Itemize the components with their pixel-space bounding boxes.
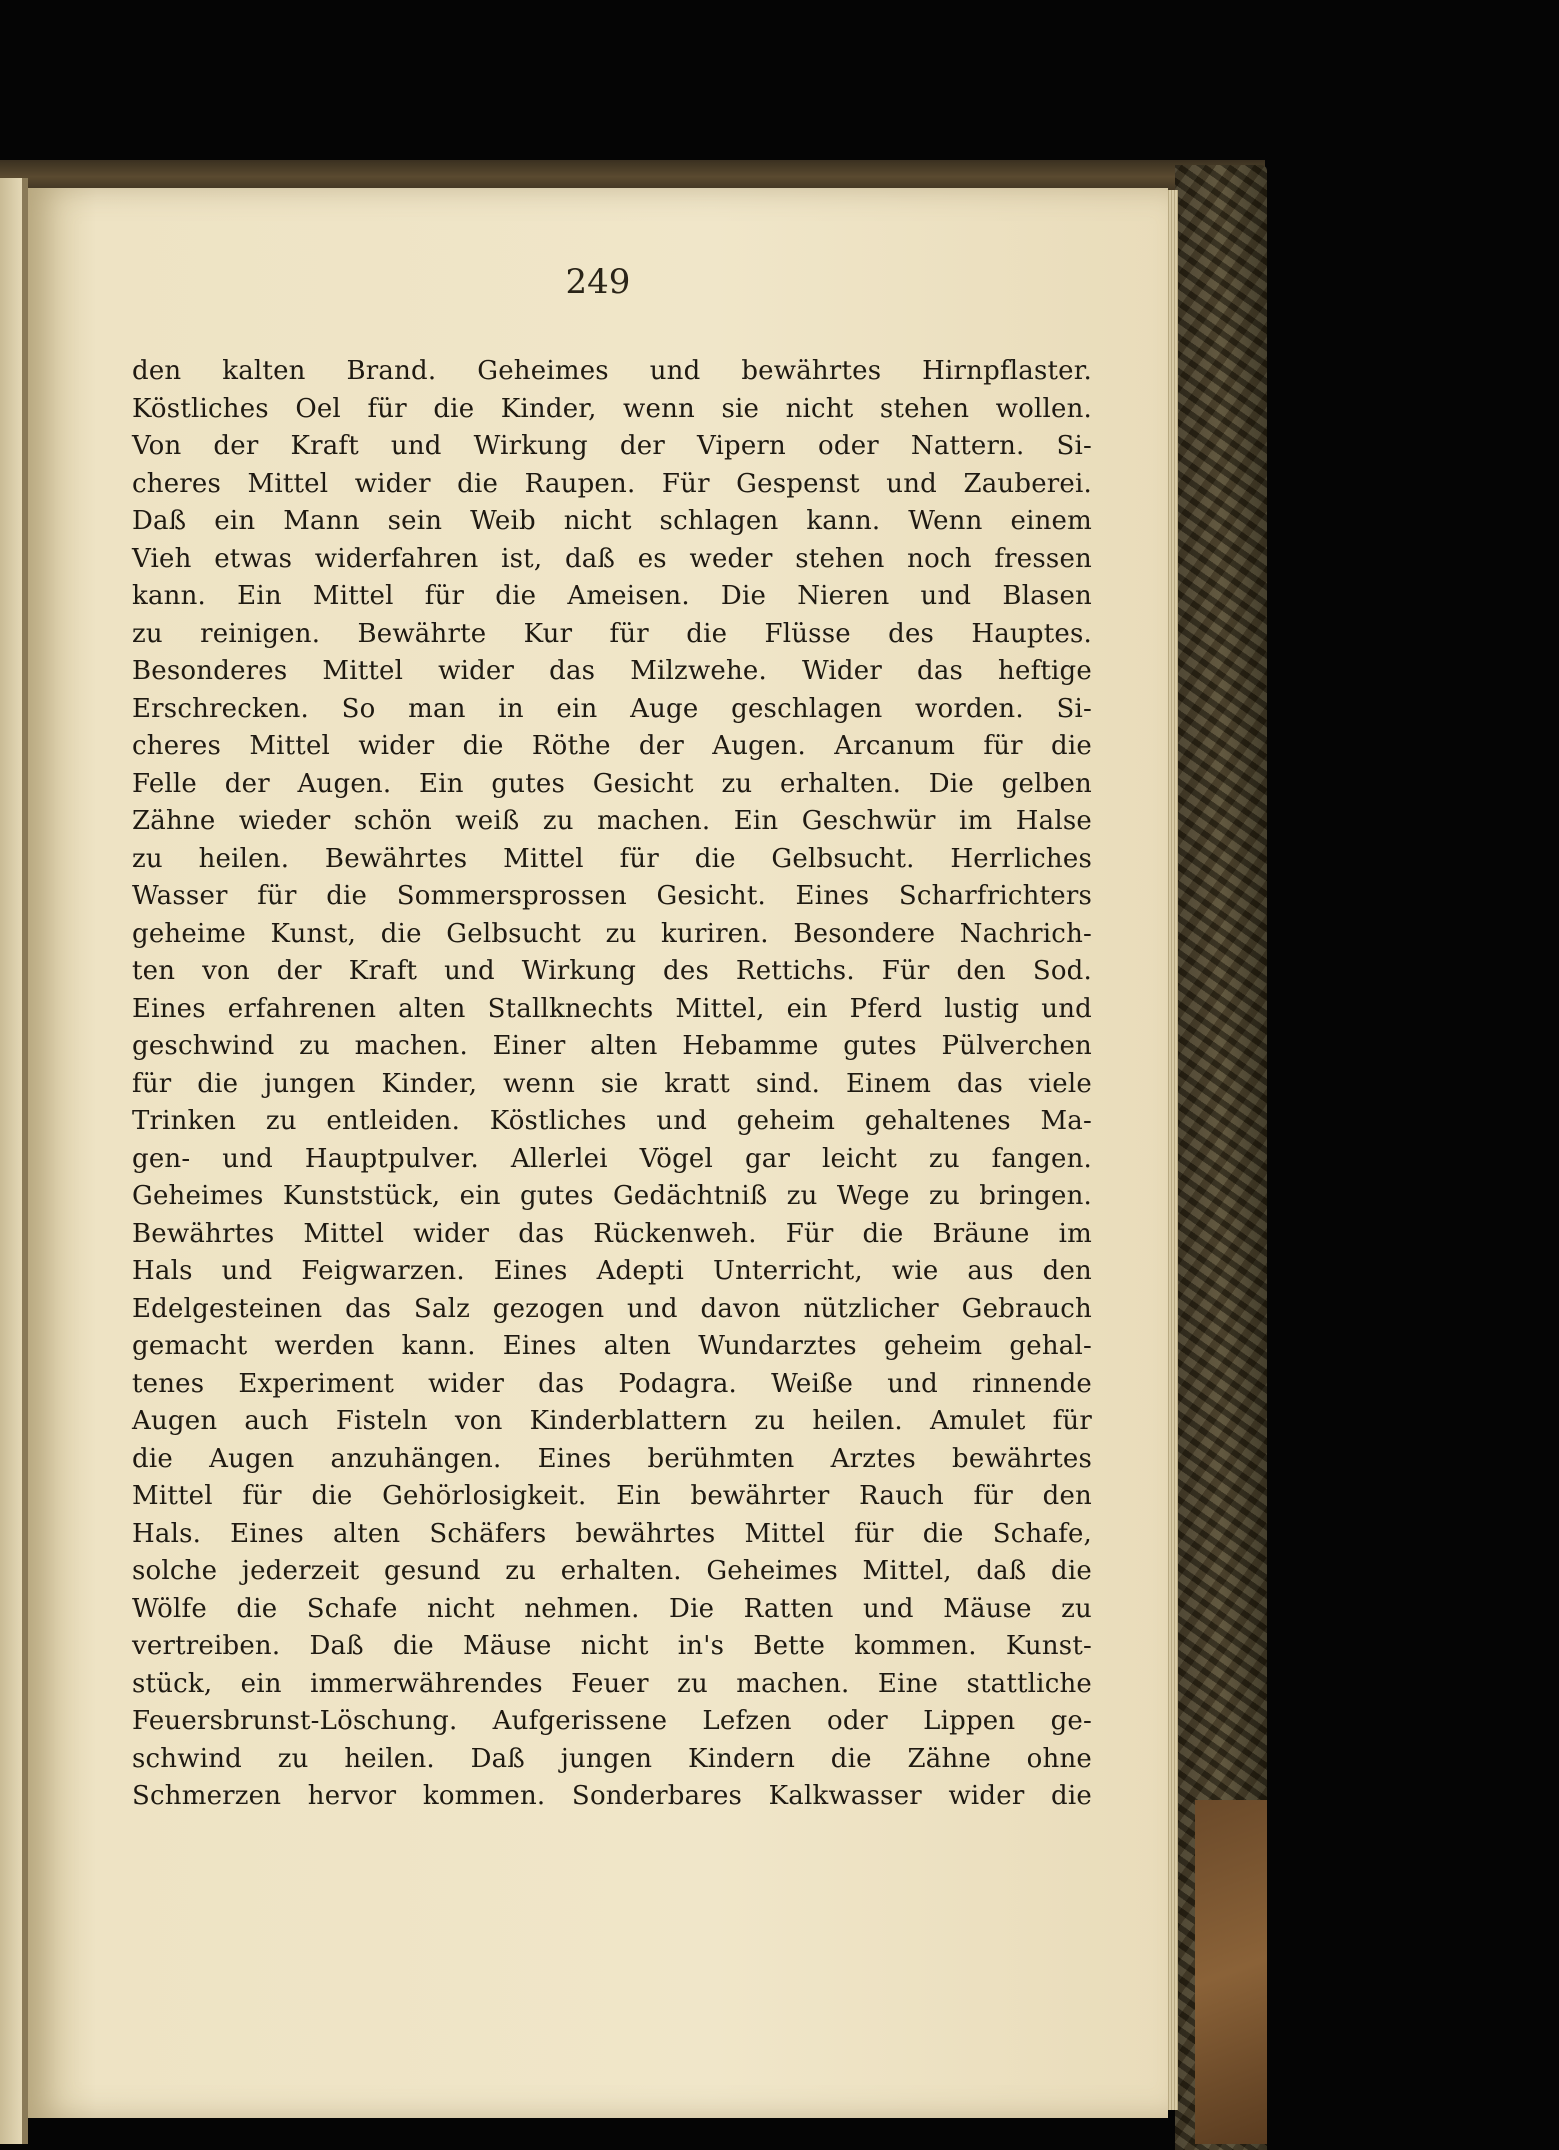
text-line: solche jederzeit gesund zu erhalten. Geheimes Mittel, daß die bbox=[132, 1556, 1092, 1586]
book-page bbox=[28, 188, 1168, 2118]
text-line: kann. Ein Mittel für die Ameisen. Die Nieren und Blasen bbox=[132, 581, 1092, 611]
text-line: Hals. Eines alten Schäfers bewährtes Mittel für die Schafe, bbox=[132, 1518, 1092, 1549]
text-line: Trinken zu entleiden. Köstliches und geheim gehaltenes Ma- bbox=[132, 1106, 1092, 1136]
text-line: den kalten Brand. Geheimes und bewährtes Hirnpflaster. bbox=[132, 356, 1092, 386]
text-line: Vieh etwas widerfahren ist, daß es weder stehen noch fressen bbox=[132, 543, 1092, 574]
leather-corner bbox=[1195, 1800, 1267, 2144]
text-line: vertreiben. Daß die Mäuse nicht in's Bette kommen. Kunst- bbox=[132, 1631, 1092, 1661]
left-page-edge bbox=[0, 178, 22, 2144]
text-line: Daß ein Mann sein Weib nicht schlagen kann. Wenn einem bbox=[132, 506, 1092, 536]
text-line: Hals und Feigwarzen. Eines Adepti Unterricht, wie aus den bbox=[132, 1256, 1092, 1286]
text-line: Feuersbrunst-Löschung. Aufgerissene Lefzen oder Lippen ge- bbox=[132, 1706, 1092, 1736]
text-line: Mittel für die Gehörlosigkeit. Ein bewährter Rauch für den bbox=[132, 1481, 1092, 1511]
text-line: Bewährtes Mittel wider das Rückenweh. Für die Bräune im bbox=[132, 1218, 1092, 1249]
text-line: Wölfe die Schafe nicht nehmen. Die Ratten und Mäuse zu bbox=[132, 1593, 1092, 1624]
text-line: Schmerzen hervor kommen. Sonderbares Kalkwasser wider die bbox=[132, 1781, 1092, 1811]
page-number: 249 bbox=[565, 262, 631, 302]
text-line: Edelgesteinen das Salz gezogen und davon nützlicher Gebrauch bbox=[132, 1293, 1092, 1324]
text-line: Wasser für die Sommersprossen Gesicht. Eines Scharfrichters bbox=[132, 881, 1092, 911]
text-line: zu reinigen. Bewährte Kur für die Flüsse des Hauptes. bbox=[132, 618, 1092, 649]
text-line: cheres Mittel wider die Röthe der Augen. Arcanum für die bbox=[132, 731, 1092, 761]
text-line: Eines erfahrenen alten Stallknechts Mittel, ein Pferd lustig und bbox=[132, 993, 1092, 1024]
text-line: geheime Kunst, die Gelbsucht zu kuriren. Besondere Nachrich- bbox=[132, 918, 1092, 949]
text-line: für die jungen Kinder, wenn sie kratt sind. Einem das viele bbox=[132, 1068, 1092, 1099]
text-line: Erschrecken. So man in ein Auge geschlagen worden. Si- bbox=[132, 693, 1092, 724]
text-line: Von der Kraft und Wirkung der Vipern oder Nattern. Si- bbox=[132, 431, 1092, 461]
text-line: stück, ein immerwährendes Feuer zu machen. Eine stattliche bbox=[132, 1668, 1092, 1699]
text-line: die Augen anzuhängen. Eines berühmten Arztes bewährtes bbox=[132, 1443, 1092, 1474]
text-line: ten von der Kraft und Wirkung des Rettichs. Für den Sod. bbox=[132, 956, 1092, 986]
text-line: zu heilen. Bewährtes Mittel für die Gelbsucht. Herrliches bbox=[132, 843, 1092, 874]
text-line: Geheimes Kunststück, ein gutes Gedächtniß zu Wege zu bringen. bbox=[132, 1181, 1092, 1211]
page-text bbox=[132, 353, 1092, 1816]
text-line: cheres Mittel wider die Raupen. Für Gespenst und Zauberei. bbox=[132, 468, 1092, 499]
text-line: Zähne wieder schön weiß zu machen. Ein Geschwür im Halse bbox=[132, 806, 1092, 836]
text-line: Besonderes Mittel wider das Milzwehe. Wider das heftige bbox=[132, 656, 1092, 686]
text-line: tenes Experiment wider das Podagra. Weiße und rinnende bbox=[132, 1368, 1092, 1399]
text-line: gemacht werden kann. Eines alten Wundarztes geheim gehal- bbox=[132, 1331, 1092, 1361]
text-line: gen- und Hauptpulver. Allerlei Vögel gar leicht zu fangen. bbox=[132, 1143, 1092, 1174]
text-line: schwind zu heilen. Daß jungen Kindern die Zähne ohne bbox=[132, 1743, 1092, 1774]
text-line: Augen auch Fisteln von Kinderblattern zu heilen. Amulet für bbox=[132, 1406, 1092, 1436]
text-line: Köstliches Oel für die Kinder, wenn sie nicht stehen wollen. bbox=[132, 393, 1092, 424]
text-line: Felle der Augen. Ein gutes Gesicht zu erhalten. Die gelben bbox=[132, 768, 1092, 799]
text-line: geschwind zu machen. Einer alten Hebamme gutes Pülverchen bbox=[132, 1031, 1092, 1061]
